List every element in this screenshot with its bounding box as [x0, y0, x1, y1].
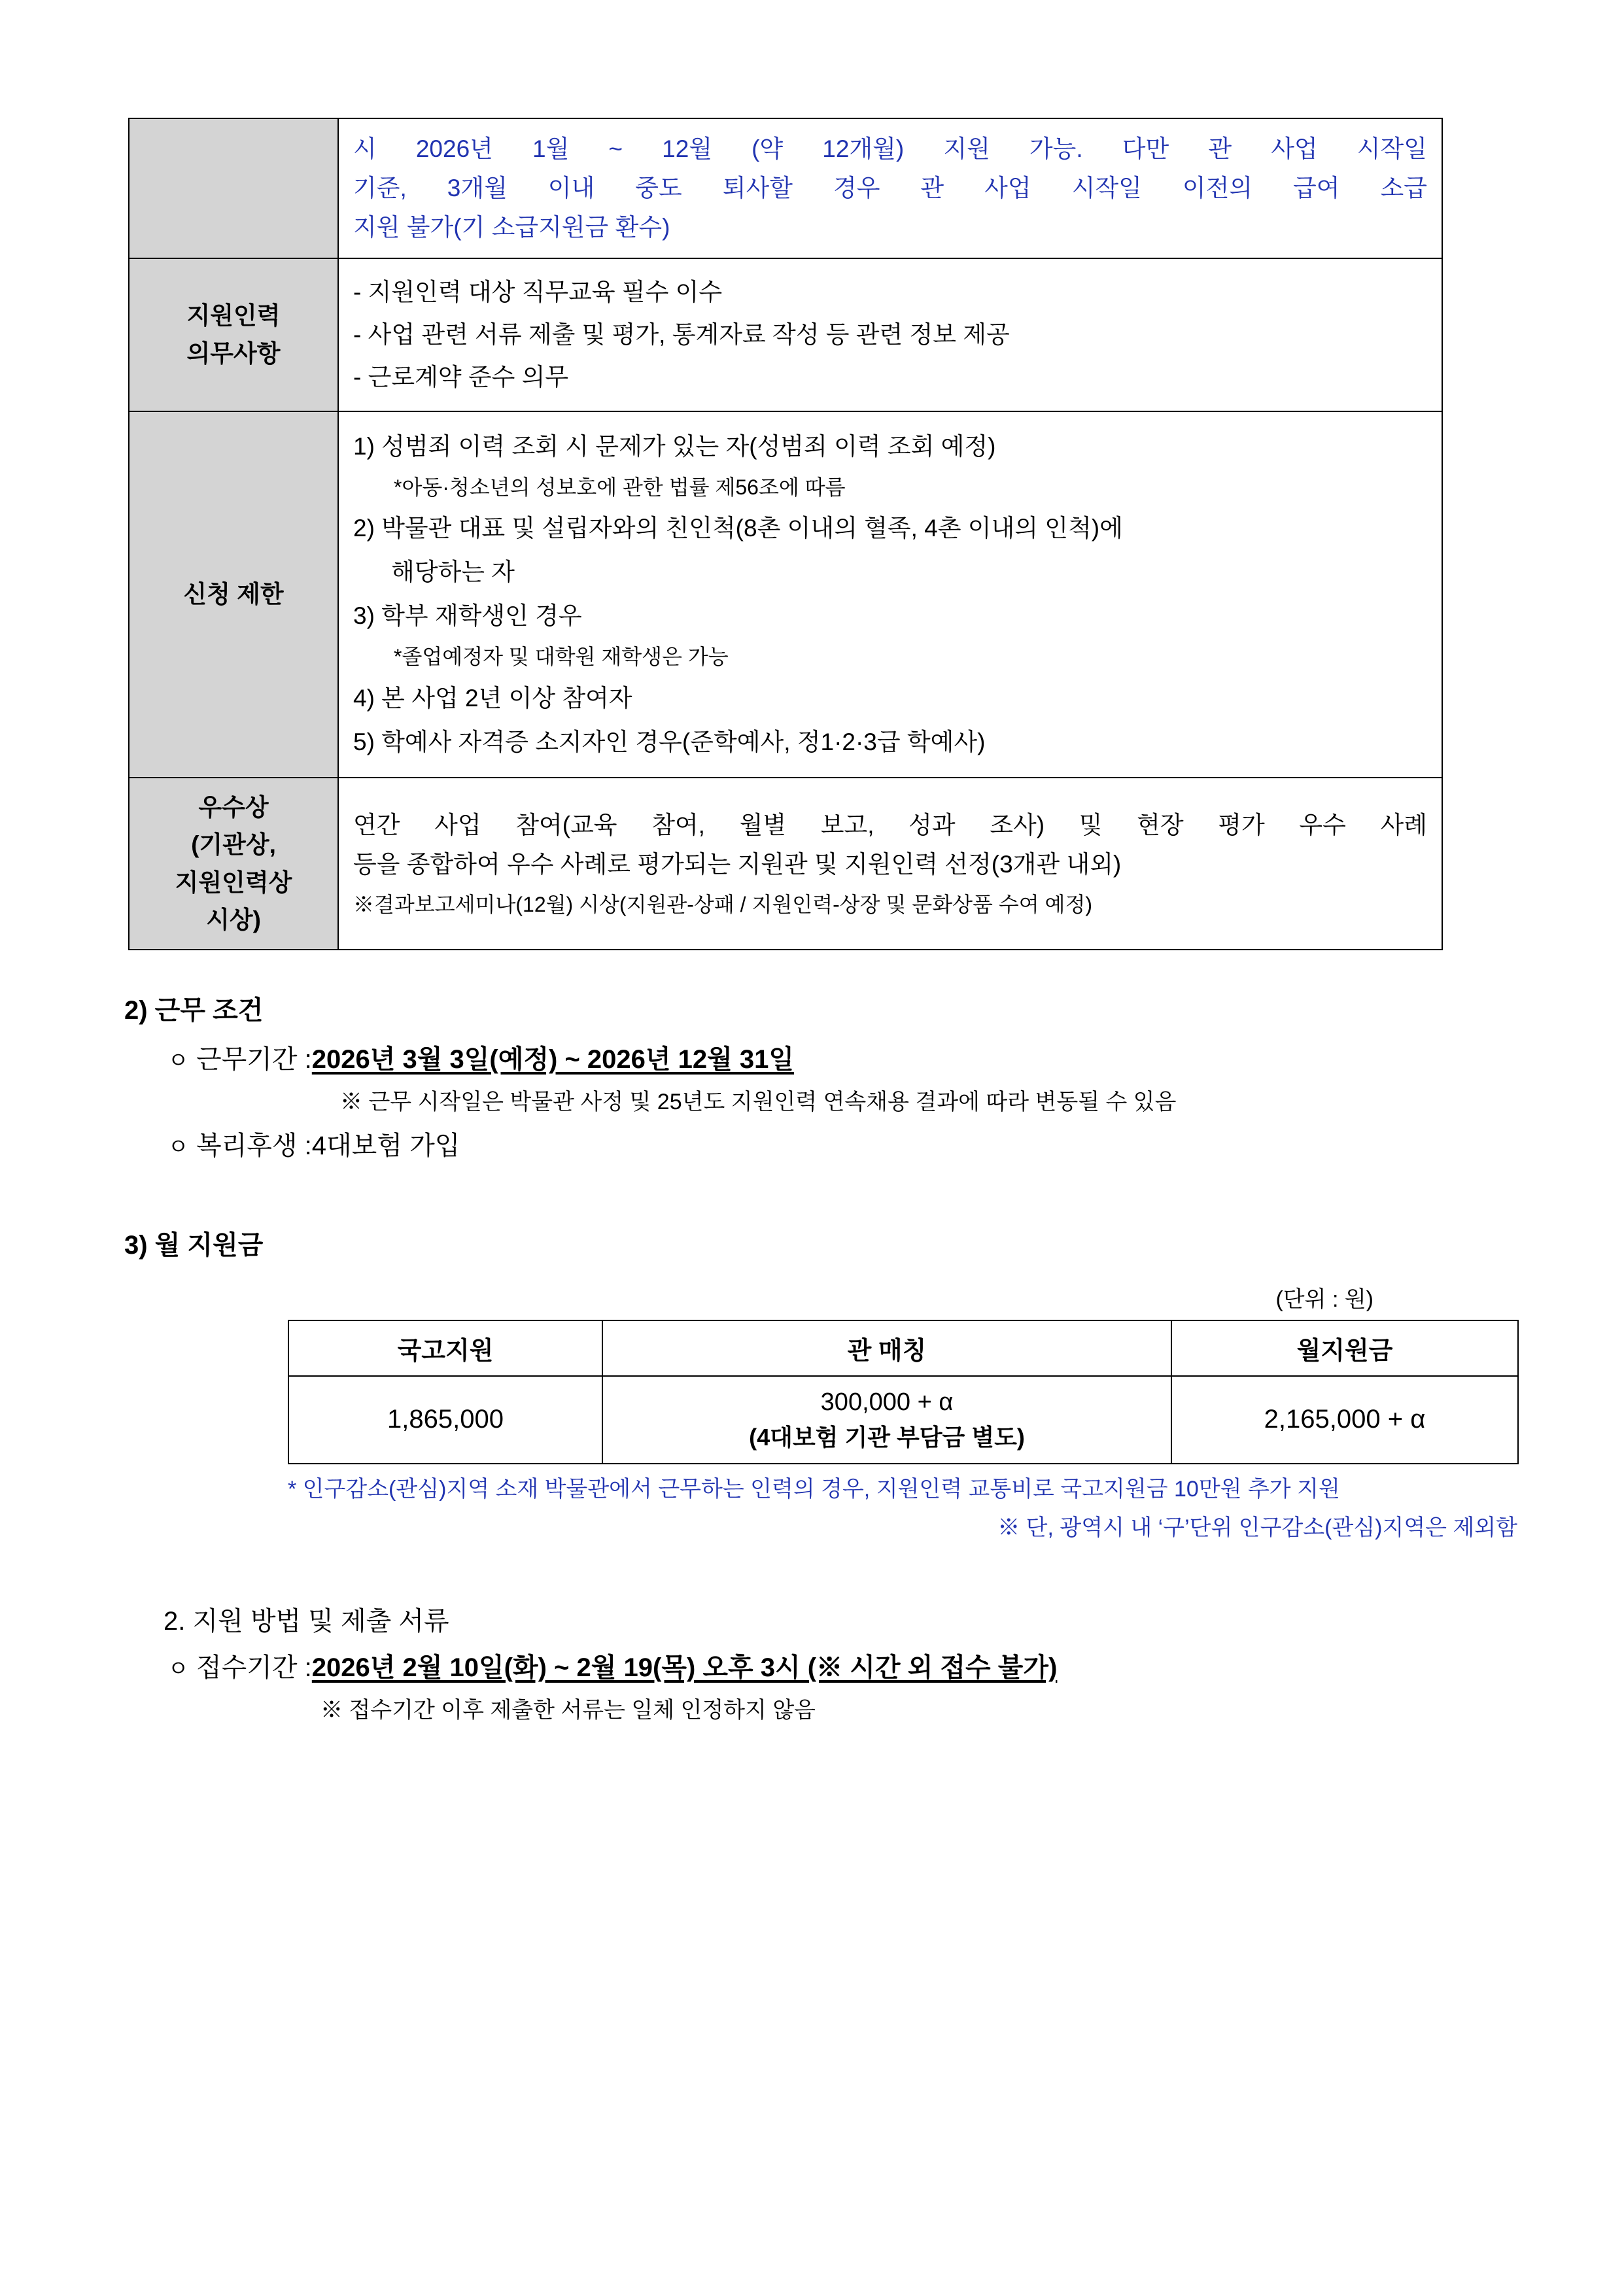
row-content-support-period — [338, 118, 1442, 258]
work-period-label: 근무기간 : — [196, 1045, 312, 1075]
bullet-icon: ㅇ — [167, 1048, 189, 1074]
list-item: 3) 학부 재학생인 경우 — [353, 602, 582, 630]
column-header-gukgo: 국고지원 — [288, 1320, 602, 1376]
text-line: 연간 사업 참여(교육 참여, 월별 보고, 성과 조사) 및 현장 평가 우수 사례 — [353, 811, 1427, 838]
list-item: 5) 학예사 자격증 소지자인 경우(준학예사, 정1·2·3급 학예사) — [353, 728, 986, 755]
label-line: 우수상 — [198, 793, 269, 821]
note-line: * 인구감소(관심)지역 소재 박물관에서 근무하는 인력의 경우, 지원인력 교통비로 국고지원금 10만원 추가 지원 — [288, 1476, 1340, 1502]
matching-amount-line2: (4대보험 기관 부담금 별도) — [749, 1424, 1025, 1451]
list-item: 4) 본 사업 2년 이상 참여자 — [353, 685, 632, 712]
table-row — [288, 1376, 1518, 1463]
award-note: ※결과보고세미나(12월) 시상(지원관-상패 / 지원인력-상장 및 문화상품 수여 예정) — [353, 892, 1093, 916]
table-row — [129, 258, 1442, 411]
application-period-row — [167, 1647, 1493, 1684]
work-period-note: ※ 근무 시작일은 박물관 사정 및 25년도 지원인력 연속채용 결과에 따라 변동될 수 있음 — [340, 1090, 1177, 1115]
cell-matching-amount — [602, 1376, 1171, 1463]
text-line: 지원 불가(기 소급지원금 환수) — [353, 213, 670, 241]
table-row — [129, 778, 1442, 950]
cell-gukgo-amount: 1,865,000 — [288, 1376, 602, 1463]
label-line: 의무사항 — [186, 339, 281, 367]
row-label-award — [129, 778, 338, 950]
application-period-label: 접수기간 : — [196, 1653, 312, 1682]
cell-monthly-amount: 2,165,000 + α — [1171, 1376, 1518, 1463]
text-line: 등을 종합하여 우수 사례로 평가되는 지원관 및 지원인력 선정(3개관 내외) — [353, 850, 1122, 878]
row-label-restrictions — [129, 411, 338, 778]
label-line: 지원인력 — [186, 302, 281, 330]
work-period-row — [167, 1039, 1493, 1076]
row-label-duties — [129, 258, 338, 411]
list-item: 2) 박물관 대표 및 설립자와의 친인척(8촌 이내의 혈족, 4촌 이내의 인척)에 — [353, 515, 1123, 542]
benefits-row — [167, 1125, 1493, 1162]
label-line: 지원인력상 — [175, 869, 292, 896]
section-heading-work-conditions: 2) 근무 조건 — [124, 996, 264, 1025]
unit-label: (단위 : 원) — [1275, 1287, 1373, 1313]
table-header-row — [288, 1320, 1518, 1376]
table-row — [129, 411, 1442, 778]
text-line: 기준, 3개월 이내 중도 퇴사할 경우 관 사업 시작일 이전의 급여 소급 — [353, 174, 1427, 201]
row-content-award — [338, 778, 1442, 950]
row-content-duties — [338, 258, 1442, 411]
list-item: - 사업 관련 서류 제출 및 평가, 통계자료 작성 등 관련 정보 제공 — [353, 320, 1010, 348]
label-line: 시상) — [206, 906, 261, 933]
list-item-note: *졸업예정자 및 대학원 재학생은 가능 — [394, 645, 729, 669]
section-heading-apply: 2. 지원 방법 및 제출 서류 — [164, 1606, 449, 1636]
table-row — [129, 118, 1442, 258]
section-heading-monthly-support: 3) 월 지원금 — [124, 1231, 264, 1260]
row-label-empty — [129, 118, 338, 258]
monthly-support-notes — [288, 1471, 1517, 1541]
label-line: (기관상, — [191, 831, 276, 859]
column-header-monthly: 월지원금 — [1171, 1320, 1518, 1376]
application-period-value: 2026년 2월 10일(화) ~ 2월 19(목) 오후 3시 (※ 시간 외 접수 불가) — [311, 1653, 1058, 1682]
list-item: - 근로계약 준수 의무 — [353, 363, 569, 390]
note-line: ※ 단, 광역시 내 ‘구’단위 인구감소(관심)지역은 제외함 — [997, 1515, 1517, 1540]
work-period-value: 2026년 3월 3일(예정) ~ 2026년 12월 31일 — [311, 1045, 795, 1075]
text-line: 시 2026년 1월 ~ 12월 (약 12개월) 지원 가능. 다만 관 사업 시작일 — [353, 135, 1427, 162]
matching-amount-line1: 300,000 + α — [820, 1388, 954, 1417]
list-item-continued: 해당하는 자 — [391, 559, 515, 586]
bullet-icon: ㅇ — [167, 1656, 189, 1681]
application-period-note: ※ 접수기간 이후 제출한 서류는 일체 인정하지 않음 — [320, 1697, 816, 1723]
list-item: - 지원인력 대상 직무교육 필수 이수 — [353, 278, 723, 305]
benefits-value: 4대보험 가입 — [311, 1131, 460, 1161]
monthly-support-table — [288, 1320, 1519, 1464]
label-line: 신청 제한 — [183, 581, 284, 608]
column-header-matching: 관 매칭 — [602, 1320, 1171, 1376]
list-item: 1) 성범죄 이력 조회 시 문제가 있는 자(성범죄 이력 조회 예정) — [353, 432, 996, 460]
bullet-icon: ㅇ — [167, 1135, 189, 1160]
benefits-label: 복리후생 : — [196, 1131, 312, 1161]
conditions-table — [128, 118, 1443, 950]
row-content-restrictions — [338, 411, 1442, 778]
list-item-note: *아동·청소년의 성보호에 관한 법률 제56조에 따름 — [394, 475, 846, 499]
